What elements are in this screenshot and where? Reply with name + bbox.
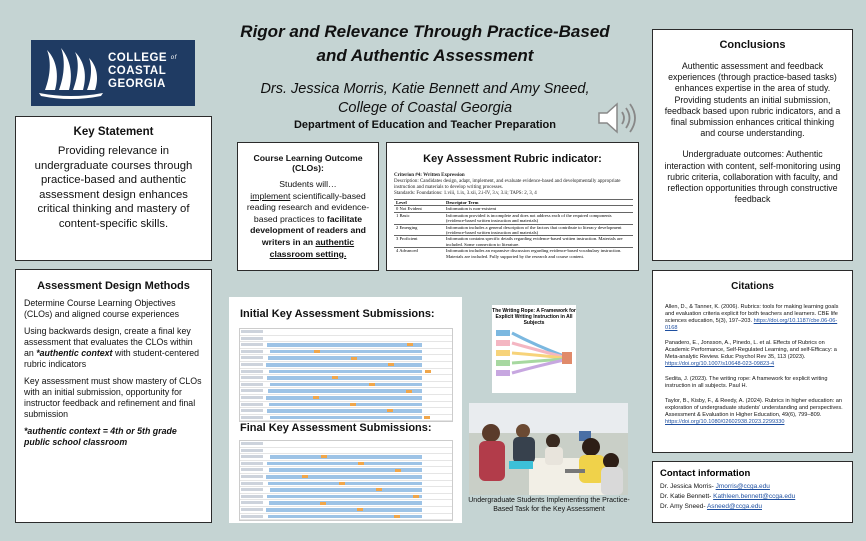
gantt-row	[240, 388, 452, 395]
gantt-row-label	[241, 442, 263, 445]
conclusions-paragraph-1: Authentic assessment and feedback experiences (through practice-based tasks) enhances expertise in the area of study. Providing students an initial submission, feedback based upon rubric indicators, and a final submission enhances critical thinking and course understanding.	[664, 61, 841, 139]
gantt-row-label	[241, 455, 263, 458]
gantt-marker	[369, 383, 375, 386]
gantt-row-label	[241, 403, 263, 406]
contact-panel	[652, 461, 853, 523]
contact-row	[660, 482, 852, 492]
gantt-row	[240, 494, 452, 501]
gantt-row	[240, 441, 452, 448]
adm-paragraph-2	[24, 326, 203, 370]
gantt-bar	[267, 462, 422, 466]
final-submissions-chart	[239, 440, 453, 521]
gantt-marker	[332, 376, 338, 379]
gantt-bar	[266, 363, 422, 367]
rope-diagram-icon	[492, 326, 576, 392]
gantt-marker	[413, 495, 419, 498]
clo-bold-text: facilitate development of readers and writers in an	[250, 213, 366, 247]
gantt-marker	[387, 409, 393, 412]
rubric-col-descriptor: Descriptor Term	[444, 200, 633, 206]
speaker-icon[interactable]	[596, 100, 640, 136]
gantt-bar	[270, 383, 422, 387]
gantt-row	[240, 415, 452, 422]
gantt-row	[240, 461, 452, 468]
rubric-level: 4 Advanced	[394, 248, 444, 259]
logo-text	[108, 52, 177, 91]
citation-2	[665, 340, 844, 368]
rubric-descriptor: Information contains specific details regarding evidence-based written instruction. Materials are included. Some connection to literature.	[444, 236, 633, 248]
gantt-bar	[269, 501, 422, 505]
rubric-col-level: Level	[394, 200, 444, 206]
gantt-row	[240, 355, 452, 362]
gantt-row-label	[241, 482, 263, 485]
gantt-row	[240, 474, 452, 481]
gantt-marker	[351, 357, 357, 360]
gantt-marker	[314, 350, 320, 353]
adm-paragraph-4: *authentic context = 4th or 5th grade public school classroom	[24, 426, 177, 447]
rubric-description: Description: Candidates design, adapt, implement, and evaluate evidence-based and developmentally appropriate instruction and materials to develop writing processes.	[394, 179, 621, 190]
gantt-row	[240, 402, 452, 409]
gantt-row	[240, 395, 452, 402]
gantt-bar	[268, 482, 422, 486]
gantt-marker	[350, 403, 356, 406]
gantt-row-label	[241, 363, 263, 366]
citations-panel	[652, 270, 853, 453]
final-submissions-heading: Final Key Assessment Submissions:	[240, 422, 432, 434]
gantt-bar	[267, 495, 422, 499]
photo-caption: Undergraduate Students Implementing the Practice-Based Task for the Key Assessment	[468, 497, 630, 513]
contact-name: Dr. Katie Bennett-	[660, 493, 714, 500]
title-line-2: and Authentic Assessment	[316, 46, 534, 65]
citation-4-text: Taylor, B., Kisby, F., & Reedy, A. (2024). Rubrics in higher education: an exploration of undergraduate students' understanding and perspectives. Assessment & Evaluation in Higher Education, 49(6), 799–809.	[665, 398, 843, 418]
adm-paragraph-1: Determine Course Learning Objectives (CLOs) and aligned course experiences	[24, 298, 180, 319]
gantt-row	[240, 329, 452, 336]
gantt-row	[240, 342, 452, 349]
contact-email-link[interactable]: Asneed@ccga.edu	[706, 503, 762, 510]
gantt-row-label	[241, 356, 263, 359]
gantt-row-label	[241, 449, 263, 452]
gantt-row	[240, 448, 452, 455]
adm-p2-text: Using backwards design, create a final key assessment that evaluates the CLOs within an	[24, 326, 193, 358]
gantt-row-label	[241, 343, 263, 346]
gantt-row	[240, 362, 452, 369]
clo-implement: implement	[250, 190, 291, 201]
contact-heading: Contact information	[660, 468, 751, 479]
clo-text: scientifically-based reading research and evidence-based practices to	[246, 190, 370, 224]
submissions-panel	[229, 297, 462, 523]
gantt-row-label	[241, 488, 263, 491]
key-statement-panel	[15, 116, 212, 261]
gantt-bar	[266, 508, 422, 512]
sailboat-logo-icon	[37, 46, 105, 100]
citation-2-link[interactable]: https://doi.org/10.1007/s10648-023-09823-4	[665, 361, 775, 367]
writing-rope-title: The Writing Rope: A Framework for Explicit Writing Instruction in All Subjects	[492, 308, 576, 326]
gantt-row-label	[241, 501, 263, 504]
gantt-row	[240, 467, 452, 474]
assessment-design-panel	[15, 269, 212, 523]
classroom-photo-icon	[469, 403, 628, 495]
writing-rope-image	[492, 305, 576, 393]
conclusions-paragraph-2: Undergraduate outcomes: Authentic interaction with content, self-monitoring using rubric criteria, collaboration with faculty, and reflection opportunities through constructive feedback	[664, 149, 841, 205]
rubric-descriptor: Information includes a general description of the factors that contribute to literacy development (evidence-based written instruction and materials)	[444, 224, 633, 236]
gantt-bar	[267, 376, 422, 380]
contact-name: Dr. Amy Sneed-	[660, 503, 707, 510]
gantt-row-label	[241, 515, 263, 518]
citation-1-link[interactable]: https://doi.org/10.1187/cbe.06-06-0168	[665, 318, 838, 331]
table-row	[394, 224, 633, 236]
gantt-bar	[269, 370, 422, 374]
gantt-bar	[267, 343, 422, 347]
gantt-row	[240, 481, 452, 488]
gantt-row	[240, 507, 452, 514]
gantt-marker	[357, 508, 363, 511]
key-statement-body: Providing relevance in undergraduate courses through practice-based and authentic assessment design enhances critical thinking and mastery of content-specific skills.	[34, 145, 193, 230]
adm-p2-emphasis: *authentic context	[36, 348, 113, 358]
gantt-marker	[302, 475, 308, 478]
gantt-bar	[268, 356, 422, 360]
poster-title	[215, 20, 635, 68]
conclusions-panel	[652, 29, 853, 261]
gantt-bar	[268, 389, 422, 393]
gantt-marker	[394, 515, 400, 518]
gantt-bar	[270, 350, 422, 354]
title-line-1: Rigor and Relevance Through Practice-Based	[240, 22, 610, 41]
clo-authentic-setting: authentic classroom setting.	[269, 236, 355, 259]
gantt-row-label	[241, 330, 263, 333]
rubric-heading: Key Assessment Rubric indicator:	[423, 153, 602, 165]
gantt-bar	[266, 396, 422, 400]
clo-heading: Course Learning Outcome (CLOs):	[253, 153, 363, 173]
department: Department of Education and Teacher Preparation	[293, 119, 556, 131]
contact-email-link[interactable]: Jmorris@ccga.edu	[715, 483, 770, 490]
gantt-row-label	[241, 389, 263, 392]
key-statement-heading: Key Statement	[73, 126, 154, 138]
clo-intro: Students will…	[279, 179, 337, 189]
citation-2-text: Panadero, E., Jonsson, A., Pinedo, L. et al. Effects of Rubrics on Academic Performance, Self-Regulated Learning, and self-Efficacy: a Meta-analytic Review. Educ Psychol Rev 35, 113 (2023).	[665, 340, 837, 360]
college-logo	[31, 40, 195, 106]
logo-of: of	[170, 55, 177, 61]
citation-4	[665, 398, 844, 426]
citation-1-text: Allen, D., & Tanner, K. (2006). Rubrics: tools for making learning goals and evaluation criteria explicit for both teachers and learners. CBE life sciences education, 5(3), 197–203.	[665, 304, 839, 324]
rubric-table	[394, 199, 633, 259]
authors-line-2: College of Coastal Georgia	[337, 100, 513, 116]
citation-1	[665, 304, 844, 332]
adm-paragraph-3: Key assessment must show mastery of CLOs with an initial submission, opportunity for instructor feedback and refinement and final submission	[24, 376, 202, 419]
logo-line-college: COLLEGE	[108, 52, 168, 64]
gantt-row	[240, 375, 452, 382]
citation-3: Sedita, J. (2023). The writing rope: A framework for explicit writing instruction in all subjects. Paul H.	[665, 376, 828, 389]
rubric-descriptor: Information provided is incomplete and does not address each of the required components (evidence-based written instruction and materials)	[444, 212, 633, 224]
initial-submissions-chart	[239, 328, 453, 422]
gantt-bar	[267, 409, 422, 413]
gantt-marker	[320, 502, 326, 505]
gantt-marker	[376, 488, 382, 491]
gantt-marker	[313, 396, 319, 399]
table-row	[394, 248, 633, 259]
gantt-row-label	[241, 508, 263, 511]
gantt-row-label	[241, 350, 263, 353]
clo-body	[238, 179, 378, 260]
contact-name: Dr. Jessica Morris-	[660, 483, 716, 490]
authors	[215, 80, 635, 118]
conclusions-heading: Conclusions	[719, 39, 786, 51]
gantt-row-label	[241, 376, 263, 379]
gantt-row-label	[241, 383, 263, 386]
gantt-row-label	[241, 475, 263, 478]
gantt-row	[240, 454, 452, 461]
gantt-bar	[270, 488, 422, 492]
gantt-row-label	[241, 370, 263, 373]
gantt-row-label	[241, 396, 263, 399]
rubric-level: 0 Not Evident	[394, 206, 444, 212]
gantt-bar	[270, 416, 422, 420]
gantt-row	[240, 369, 452, 376]
gantt-marker	[339, 482, 345, 485]
rubric-panel	[386, 142, 639, 271]
gantt-row	[240, 408, 452, 415]
gantt-row-label	[241, 337, 263, 340]
assessment-design-heading: Assessment Design Methods	[37, 280, 190, 292]
gantt-marker	[321, 455, 327, 458]
gantt-row	[240, 500, 452, 507]
rubric-standards: Standards: Foundations: 1.viii, 1.ix, 3.xii, 2.i-IV, 3.v, 3.ii; TAPS: 2, 3, 4	[394, 191, 537, 196]
gantt-row-label	[241, 416, 263, 419]
gantt-row-label	[241, 468, 263, 471]
gantt-row	[240, 336, 452, 343]
adm-p2-text-end: with student-centered rubric indicators	[24, 348, 200, 369]
gantt-row	[240, 349, 452, 356]
gantt-marker	[358, 462, 364, 465]
initial-submissions-heading: Initial Key Assessment Submissions:	[240, 308, 435, 320]
gantt-row	[240, 382, 452, 389]
gantt-row-label	[241, 409, 263, 412]
rubric-descriptor: Information is non-existent	[444, 206, 633, 212]
gantt-bar	[269, 403, 422, 407]
gantt-bar	[266, 475, 422, 479]
table-row	[394, 236, 633, 248]
gantt-bar	[270, 455, 422, 459]
authors-line-1: Drs. Jessica Morris, Katie Bennett and Amy Sneed,	[260, 81, 590, 97]
classroom-photo	[469, 403, 628, 495]
gantt-row-label	[241, 462, 263, 465]
gantt-marker	[388, 363, 394, 366]
gantt-row-label	[241, 495, 263, 498]
gantt-marker	[395, 469, 401, 472]
clo-panel	[237, 142, 379, 271]
rubric-level: 3 Proficient	[394, 236, 444, 248]
logo-line-coastal: COASTAL	[108, 65, 167, 77]
gantt-marker	[425, 370, 431, 373]
contact-row	[660, 492, 852, 502]
gantt-marker	[407, 343, 413, 346]
citations-heading: Citations	[731, 281, 774, 292]
gantt-marker	[406, 390, 412, 393]
contact-email-link[interactable]: Kathleen.bennett@ccga.edu	[713, 493, 796, 500]
rubric-descriptor: Information includes an expansive discussion regarding evidence-based vocabulary instruction. Materials are included. Fully supported by the research and course content.	[444, 248, 633, 259]
gantt-row	[240, 487, 452, 494]
gantt-marker	[424, 416, 430, 419]
logo-line-georgia: GEORGIA	[108, 78, 166, 90]
table-row	[394, 212, 633, 224]
rubric-level: 2 Emerging	[394, 224, 444, 236]
contact-row	[660, 502, 852, 512]
rubric-level: 1 Basic	[394, 212, 444, 224]
rubric-criterion: Criterion #4: Written Expression	[394, 173, 465, 178]
gantt-row	[240, 514, 452, 521]
citation-4-link[interactable]: https://doi.org/10.1080/02602938.2023.2299330	[665, 419, 785, 425]
